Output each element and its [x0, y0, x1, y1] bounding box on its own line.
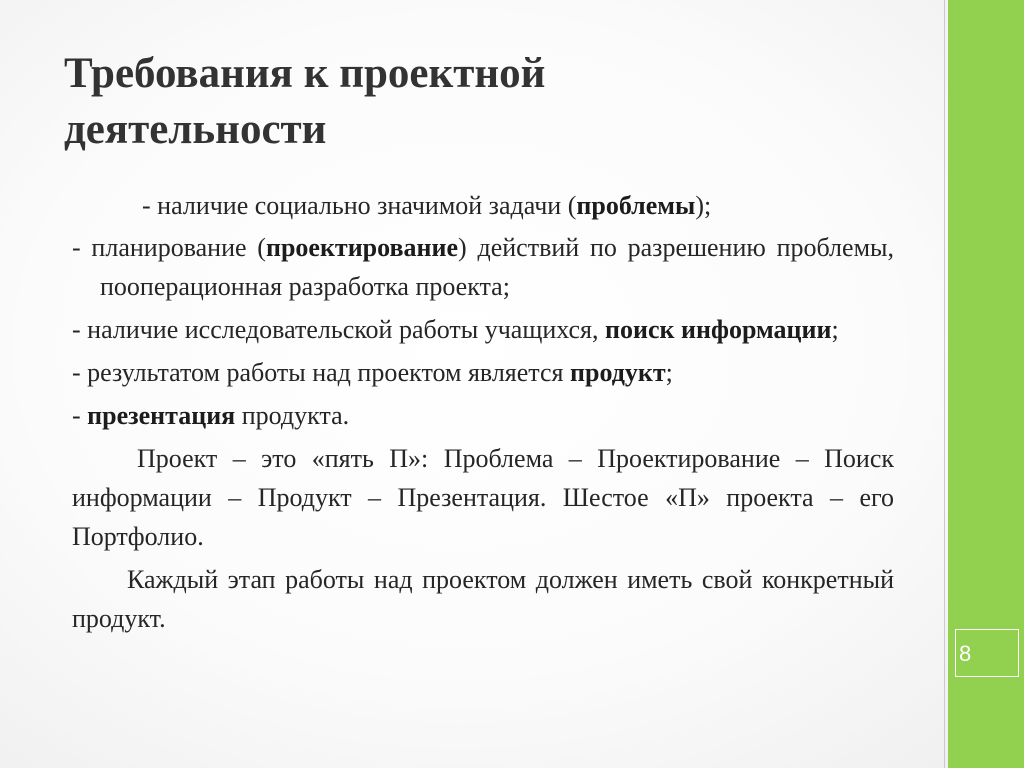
list-item: - презентация продукта. [72, 401, 350, 430]
paragraph: Каждый этап работы над проектом должен иметь свой конкретный продукт. [72, 565, 894, 633]
list-item: - наличие исследовательской работы учащихся, поиск информации; [72, 315, 839, 344]
title-line-2: деятельности [64, 106, 327, 153]
paragraph: Проект – это «пять П»: Проблема – Проектирование – Поиск информации – Продукт – Презентация. Шестое «П» проекта – его Портфолио. [72, 444, 894, 551]
list-item: - планирование (проектирование) действий по разрешению проблемы, пооперационная разработка проекта; [72, 233, 894, 301]
slide-title [64, 46, 924, 158]
list-item: - наличие социально значимой задачи (проблемы); [142, 191, 712, 220]
list-item: - результатом работы над проектом является продукт; [72, 358, 673, 387]
divider-line [944, 0, 945, 768]
title-line-1: Требования к проектной [64, 50, 546, 97]
page-number: 8 [955, 629, 1019, 677]
slide-body [72, 186, 894, 638]
